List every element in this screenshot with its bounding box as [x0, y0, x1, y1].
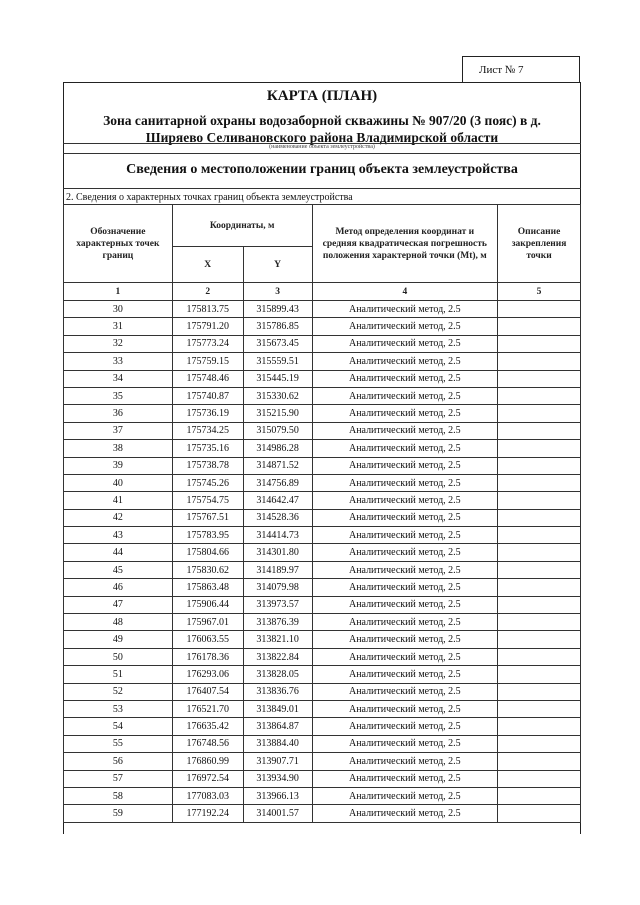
y-coord-cell: 314189.97 [243, 561, 312, 578]
description-cell [498, 318, 581, 335]
y-coord-cell: 313876.39 [243, 614, 312, 631]
y-coord-cell: 315215.90 [243, 405, 312, 422]
table-row [64, 527, 581, 544]
point-id-cell: 47 [64, 596, 173, 613]
table-row [64, 648, 581, 665]
y-coord-cell: 315559.51 [243, 353, 312, 370]
table-row [64, 561, 581, 578]
point-id-cell: 57 [64, 770, 173, 787]
y-coord-cell: 314642.47 [243, 492, 312, 509]
description-cell [498, 370, 581, 387]
method-cell: Аналитический метод, 2.5 [312, 405, 498, 422]
table-row [64, 422, 581, 439]
point-id-cell: 44 [64, 544, 173, 561]
table-row [64, 474, 581, 491]
method-cell: Аналитический метод, 2.5 [312, 370, 498, 387]
header-coords: Координаты, м [172, 205, 312, 247]
y-coord-cell: 315330.62 [243, 387, 312, 404]
header-point: Обозначение характерных точек границ [64, 205, 173, 283]
table-row [64, 353, 581, 370]
x-coord-cell: 175783.95 [172, 527, 243, 544]
method-cell: Аналитический метод, 2.5 [312, 353, 498, 370]
table-row [64, 718, 581, 735]
method-cell: Аналитический метод, 2.5 [312, 492, 498, 509]
method-cell: Аналитический метод, 2.5 [312, 387, 498, 404]
y-coord-cell: 313864.87 [243, 718, 312, 735]
description-cell [498, 353, 581, 370]
point-id-cell: 33 [64, 353, 173, 370]
point-id-cell: 34 [64, 370, 173, 387]
table-row [64, 700, 581, 717]
method-cell: Аналитический метод, 2.5 [312, 509, 498, 526]
y-coord-cell: 313966.13 [243, 787, 312, 804]
x-coord-cell: 176635.42 [172, 718, 243, 735]
header-method: Метод определения координат и средняя квадратическая погрешность положения характерной точки (Mt), м [312, 205, 498, 283]
method-cell: Аналитический метод, 2.5 [312, 561, 498, 578]
description-cell [498, 666, 581, 683]
method-cell: Аналитический метод, 2.5 [312, 805, 498, 822]
method-cell: Аналитический метод, 2.5 [312, 335, 498, 352]
x-coord-cell: 176063.55 [172, 631, 243, 648]
x-coord-cell: 175767.51 [172, 509, 243, 526]
description-cell [498, 735, 581, 752]
y-coord-cell: 315079.50 [243, 422, 312, 439]
x-coord-cell: 176860.99 [172, 753, 243, 770]
table-row [64, 318, 581, 335]
column-number: 3 [243, 283, 312, 301]
description-cell [498, 335, 581, 352]
point-id-cell: 40 [64, 474, 173, 491]
point-id-cell: 50 [64, 648, 173, 665]
method-cell: Аналитический метод, 2.5 [312, 787, 498, 804]
table-row [64, 770, 581, 787]
x-coord-cell: 175804.66 [172, 544, 243, 561]
y-coord-cell: 314528.36 [243, 509, 312, 526]
x-coord-cell: 175863.48 [172, 579, 243, 596]
y-coord-cell: 314001.57 [243, 805, 312, 822]
method-cell: Аналитический метод, 2.5 [312, 666, 498, 683]
x-coord-cell: 175754.75 [172, 492, 243, 509]
y-coord-cell: 314756.89 [243, 474, 312, 491]
point-id-cell: 56 [64, 753, 173, 770]
x-coord-cell: 177083.03 [172, 787, 243, 804]
point-id-cell: 32 [64, 335, 173, 352]
y-coord-cell: 313836.76 [243, 683, 312, 700]
y-coord-cell: 313884.40 [243, 735, 312, 752]
method-cell: Аналитический метод, 2.5 [312, 735, 498, 752]
description-cell [498, 301, 581, 318]
table-row [64, 579, 581, 596]
x-coord-cell: 175748.46 [172, 370, 243, 387]
method-cell: Аналитический метод, 2.5 [312, 596, 498, 613]
subtitle-line-1: Зона санитарной охраны водозаборной скважины № 907/20 (3 пояс) в д. [103, 113, 541, 128]
point-id-cell: 37 [64, 422, 173, 439]
x-coord-cell: 175738.78 [172, 457, 243, 474]
x-coord-cell: 175745.26 [172, 474, 243, 491]
method-cell: Аналитический метод, 2.5 [312, 683, 498, 700]
table-row [64, 387, 581, 404]
table-row [64, 614, 581, 631]
method-cell: Аналитический метод, 2.5 [312, 579, 498, 596]
x-coord-cell: 175736.19 [172, 405, 243, 422]
divider [63, 153, 581, 154]
method-cell: Аналитический метод, 2.5 [312, 318, 498, 335]
x-coord-cell: 175830.62 [172, 561, 243, 578]
x-coord-cell: 176521.70 [172, 700, 243, 717]
document-title: КАРТА (ПЛАН) [266, 88, 378, 104]
x-coord-cell: 175967.01 [172, 614, 243, 631]
description-cell [498, 544, 581, 561]
description-cell [498, 527, 581, 544]
column-number: 2 [172, 283, 243, 301]
x-coord-cell: 175759.15 [172, 353, 243, 370]
method-cell: Аналитический метод, 2.5 [312, 422, 498, 439]
y-coord-cell: 314414.73 [243, 527, 312, 544]
document-subtitle [63, 112, 581, 146]
method-cell: Аналитический метод, 2.5 [312, 718, 498, 735]
point-id-cell: 35 [64, 387, 173, 404]
description-cell [498, 492, 581, 509]
description-cell [498, 753, 581, 770]
description-cell [498, 440, 581, 457]
point-id-cell: 59 [64, 805, 173, 822]
description-cell [498, 700, 581, 717]
x-coord-cell: 177192.24 [172, 805, 243, 822]
y-coord-cell: 315445.19 [243, 370, 312, 387]
y-coord-cell: 314986.28 [243, 440, 312, 457]
x-coord-cell: 175773.24 [172, 335, 243, 352]
table-row [64, 631, 581, 648]
method-cell: Аналитический метод, 2.5 [312, 614, 498, 631]
table-row [64, 787, 581, 804]
y-coord-cell: 313821.10 [243, 631, 312, 648]
method-cell: Аналитический метод, 2.5 [312, 440, 498, 457]
column-number: 4 [312, 283, 498, 301]
table-row [64, 805, 581, 822]
method-cell: Аналитический метод, 2.5 [312, 474, 498, 491]
x-coord-cell: 175813.75 [172, 301, 243, 318]
x-coord-cell: 175906.44 [172, 596, 243, 613]
method-cell: Аналитический метод, 2.5 [312, 648, 498, 665]
table-row [64, 301, 581, 318]
subtitle-line-2: Ширяево Селивановского района Владимирской области [145, 130, 499, 145]
point-id-cell: 48 [64, 614, 173, 631]
point-id-cell: 49 [64, 631, 173, 648]
table-row [64, 509, 581, 526]
table-row [64, 753, 581, 770]
point-id-cell: 55 [64, 735, 173, 752]
y-coord-cell: 314871.52 [243, 457, 312, 474]
table-row [64, 596, 581, 613]
point-id-cell: 39 [64, 457, 173, 474]
description-cell [498, 614, 581, 631]
point-id-cell: 52 [64, 683, 173, 700]
point-id-cell: 42 [64, 509, 173, 526]
description-cell [498, 509, 581, 526]
x-coord-cell: 176293.06 [172, 666, 243, 683]
table-row [64, 335, 581, 352]
table-row [64, 457, 581, 474]
y-coord-cell: 313849.01 [243, 700, 312, 717]
y-coord-cell: 315786.85 [243, 318, 312, 335]
table-row [64, 544, 581, 561]
y-coord-cell: 314301.80 [243, 544, 312, 561]
point-id-cell: 36 [64, 405, 173, 422]
x-coord-cell: 175734.25 [172, 422, 243, 439]
x-coord-cell: 176178.36 [172, 648, 243, 665]
description-cell [498, 387, 581, 404]
point-id-cell: 43 [64, 527, 173, 544]
point-id-cell: 45 [64, 561, 173, 578]
description-cell [498, 805, 581, 822]
point-id-cell: 38 [64, 440, 173, 457]
method-cell: Аналитический метод, 2.5 [312, 457, 498, 474]
method-cell: Аналитический метод, 2.5 [312, 770, 498, 787]
point-id-cell: 58 [64, 787, 173, 804]
point-id-cell: 31 [64, 318, 173, 335]
header-description: Описание закрепления точки [498, 205, 581, 283]
subtitle-note: (наименование объекта землеустройства) [269, 144, 375, 150]
description-cell [498, 579, 581, 596]
point-id-cell: 30 [64, 301, 173, 318]
x-coord-cell: 176407.54 [172, 683, 243, 700]
description-cell [498, 787, 581, 804]
method-cell: Аналитический метод, 2.5 [312, 301, 498, 318]
column-number: 5 [498, 283, 581, 301]
divider [63, 188, 581, 189]
table-row [64, 440, 581, 457]
description-cell [498, 631, 581, 648]
header-y: Y [243, 247, 312, 283]
table-row [64, 666, 581, 683]
y-coord-cell: 315673.45 [243, 335, 312, 352]
description-cell [498, 770, 581, 787]
x-coord-cell: 176748.56 [172, 735, 243, 752]
description-cell [498, 422, 581, 439]
x-coord-cell: 175735.16 [172, 440, 243, 457]
header-x: X [172, 247, 243, 283]
point-id-cell: 53 [64, 700, 173, 717]
x-coord-cell: 176972.54 [172, 770, 243, 787]
description-cell [498, 683, 581, 700]
point-id-cell: 51 [64, 666, 173, 683]
y-coord-cell: 313828.05 [243, 666, 312, 683]
y-coord-cell: 314079.98 [243, 579, 312, 596]
method-cell: Аналитический метод, 2.5 [312, 527, 498, 544]
subsection-title: 2. Сведения о характерных точках границ объекта землеустройства [66, 192, 353, 203]
description-cell [498, 648, 581, 665]
point-id-cell: 54 [64, 718, 173, 735]
y-coord-cell: 313822.84 [243, 648, 312, 665]
x-coord-cell: 175791.20 [172, 318, 243, 335]
x-coord-cell: 175740.87 [172, 387, 243, 404]
description-cell [498, 474, 581, 491]
y-coord-cell: 313934.90 [243, 770, 312, 787]
description-cell [498, 596, 581, 613]
table-row [64, 370, 581, 387]
y-coord-cell: 313907.71 [243, 753, 312, 770]
method-cell: Аналитический метод, 2.5 [312, 700, 498, 717]
method-cell: Аналитический метод, 2.5 [312, 753, 498, 770]
method-cell: Аналитический метод, 2.5 [312, 631, 498, 648]
description-cell [498, 405, 581, 422]
table-row [64, 492, 581, 509]
column-number: 1 [64, 283, 173, 301]
point-id-cell: 46 [64, 579, 173, 596]
y-coord-cell: 315899.43 [243, 301, 312, 318]
y-coord-cell: 313973.57 [243, 596, 312, 613]
section-title: Сведения о местоположении границ объекта землеустройства [126, 162, 518, 177]
method-cell: Аналитический метод, 2.5 [312, 544, 498, 561]
table-row [64, 735, 581, 752]
table-row [64, 683, 581, 700]
description-cell [498, 457, 581, 474]
description-cell [498, 718, 581, 735]
table-row [64, 405, 581, 422]
point-id-cell: 41 [64, 492, 173, 509]
boundary-points-table [63, 204, 581, 823]
sheet-number: Лист № 7 [462, 56, 580, 82]
description-cell [498, 561, 581, 578]
